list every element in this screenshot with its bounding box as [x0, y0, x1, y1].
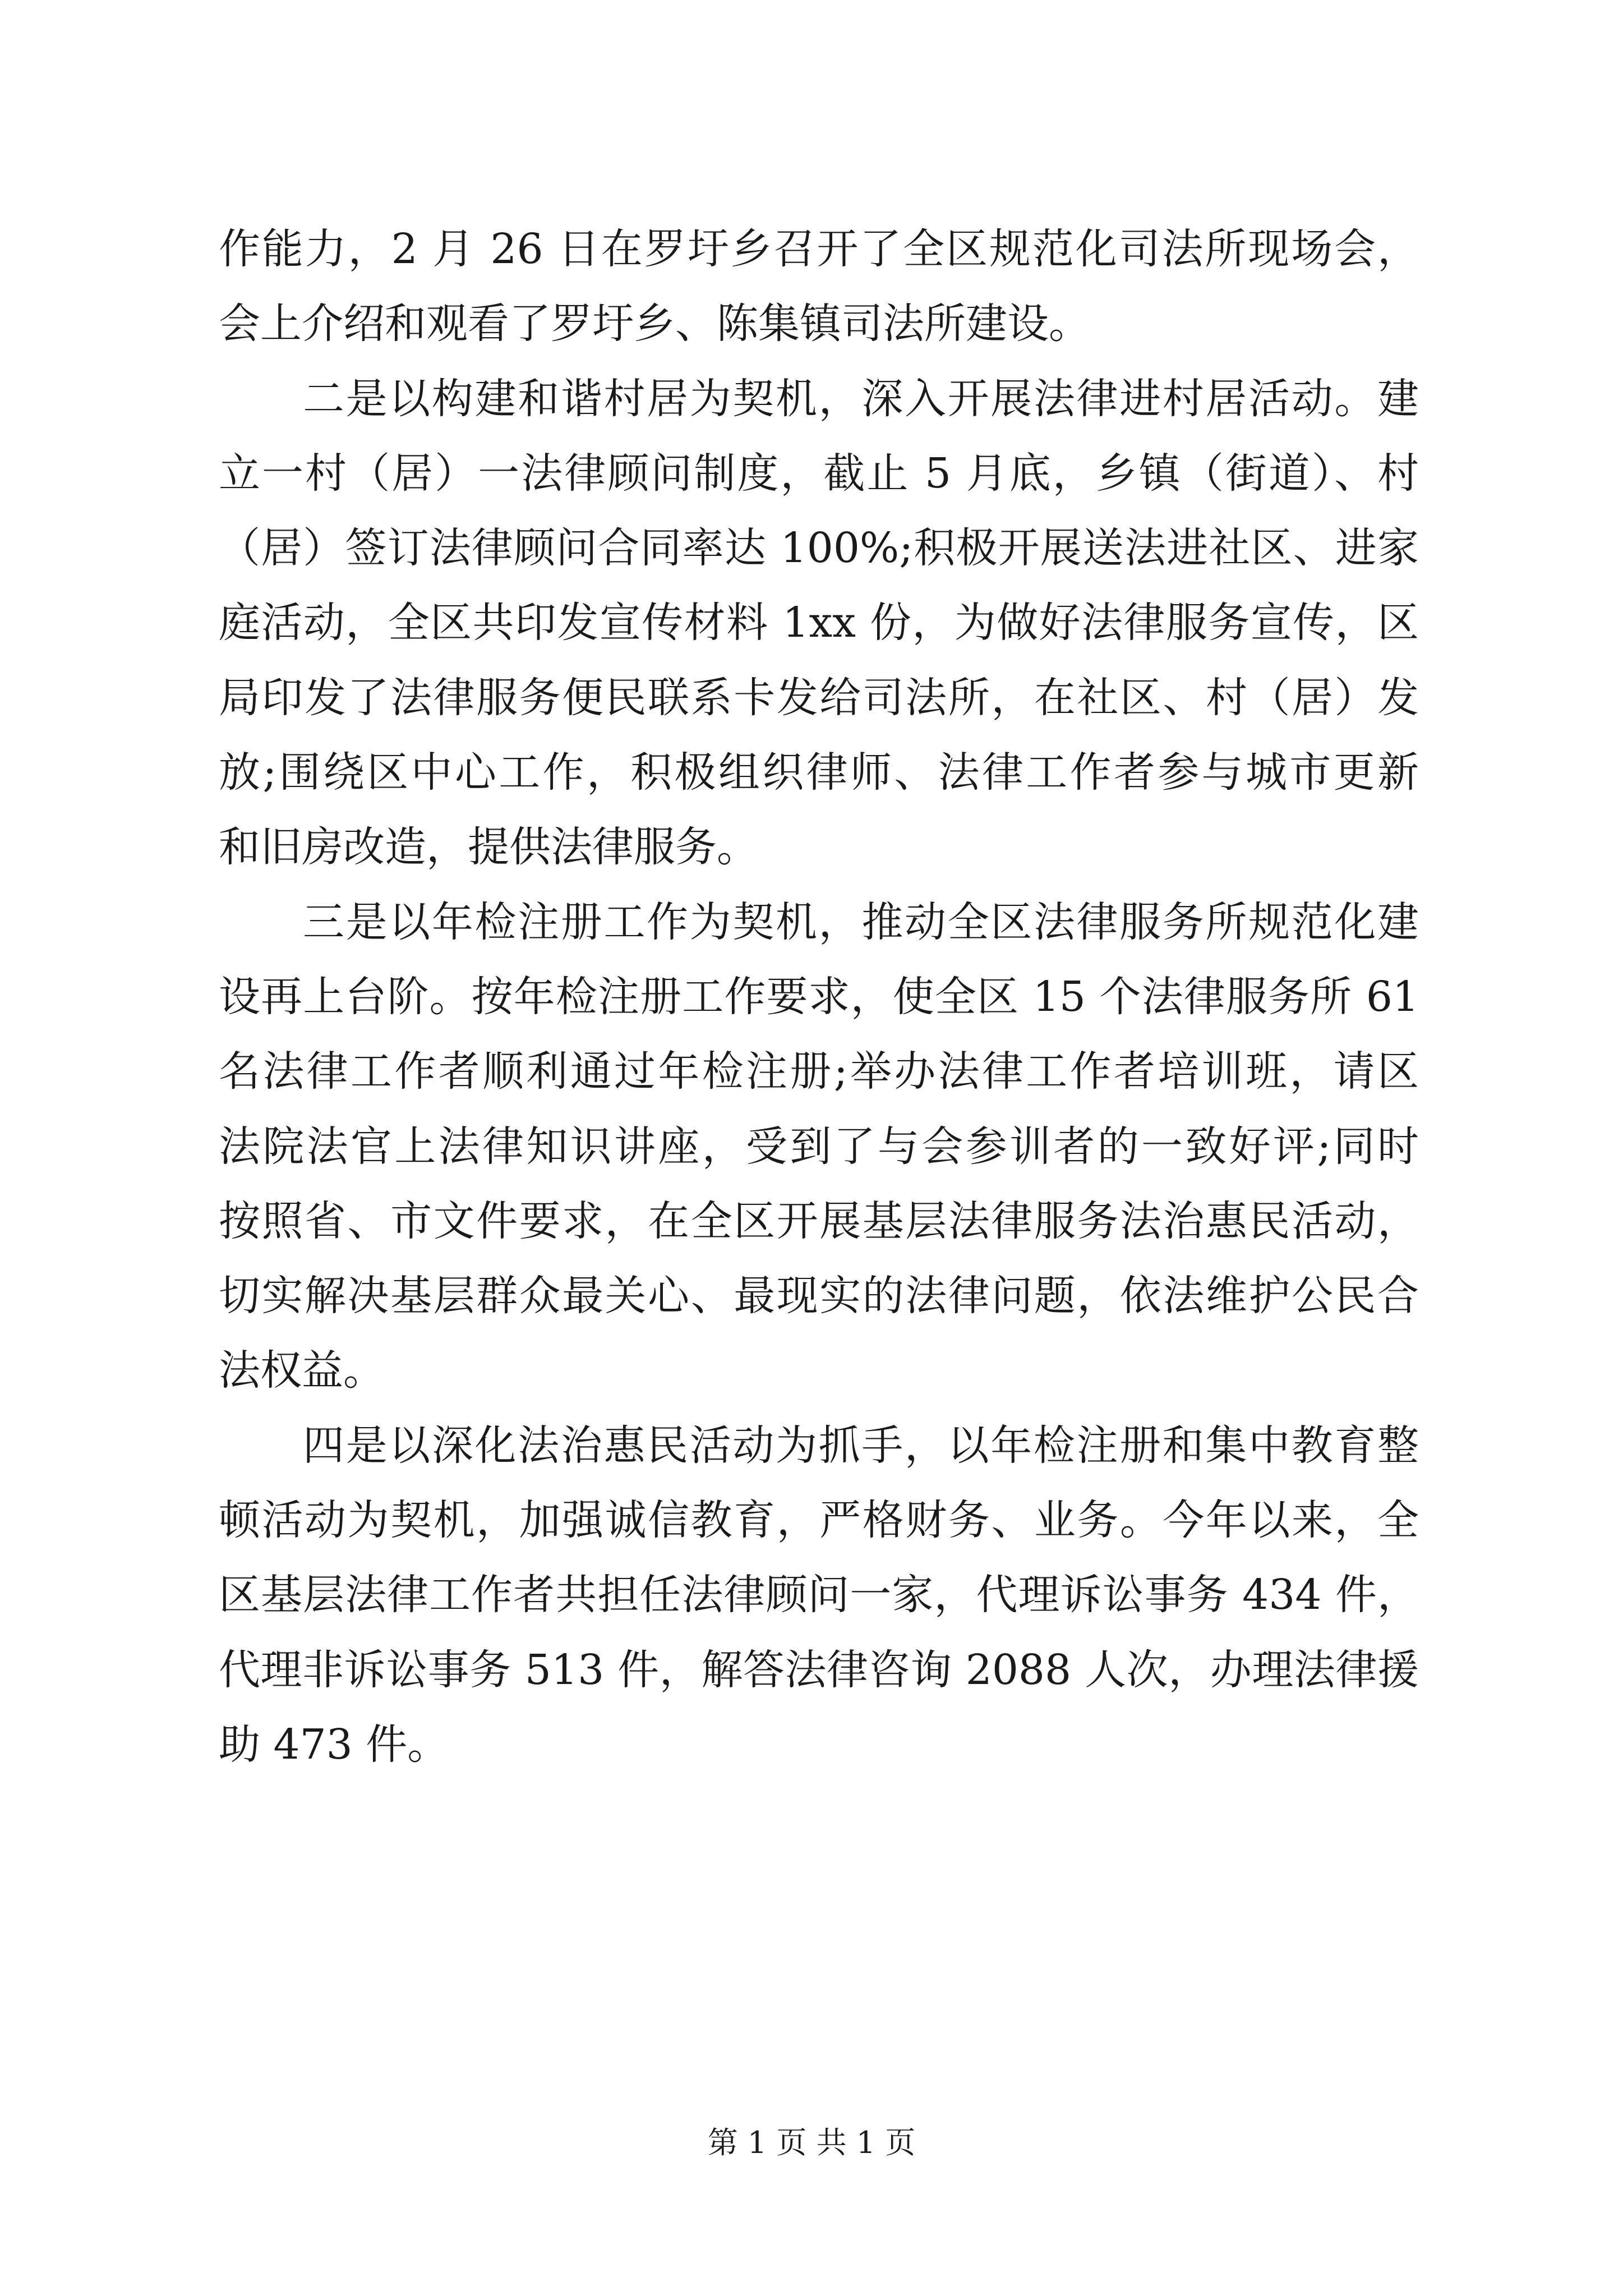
- text-line: 四是以深化法治惠民活动为抓手，以年检注册和集中教育整: [303, 1421, 1419, 1470]
- page-footer: 第 1 页 共 1 页: [707, 2125, 916, 2160]
- text-line: 放;围绕区中心工作，积极组织律师、法律工作者参与城市更新: [219, 748, 1419, 797]
- document-body: [219, 212, 1419, 1782]
- text-line: 三是以年检注册工作为契机，推动全区法律服务所规范化建: [303, 898, 1419, 946]
- text-line: 区基层法律工作者共担任法律顾问一家，代理诉讼事务 434 件，: [219, 1571, 1419, 1619]
- text-line: 局印发了法律服务便民联系卡发给司法所，在社区、村（居）发: [219, 673, 1419, 722]
- text-line: 切实解决基层群众最关心、最现实的法律问题，依法维护公民合: [219, 1272, 1419, 1320]
- text-line: 按照省、市文件要求，在全区开展基层法律服务法治惠民活动，: [219, 1197, 1419, 1245]
- text-line: 作能力，2 月 26 日在罗圩乡召开了全区规范化司法所现场会，: [219, 225, 1419, 273]
- text-line: 名法律工作者顺利通过年检注册;举办法律工作者培训班，请区: [219, 1047, 1419, 1096]
- text-line: 顿活动为契机，加强诚信教育，严格财务、业务。今年以来，全: [219, 1496, 1419, 1545]
- text-line: 法权益。: [219, 1346, 385, 1395]
- text-line: 二是以构建和谐村居为契机，深入开展法律进村居活动。建: [303, 374, 1419, 423]
- text-line: 助 473 件。: [219, 1720, 449, 1769]
- text-line: 会上介绍和观看了罗圩乡、陈集镇司法所建设。: [219, 300, 1090, 348]
- text-line: 代理非诉讼事务 513 件，解答法律咨询 2088 人次，办理法律援: [219, 1645, 1419, 1694]
- text-line: 庭活动，全区共印发宣传材料 1xx 份，为做好法律服务宣传，区: [219, 599, 1419, 647]
- text-line: （居）签订法律顾问合同率达 100%;积极开展送法进社区、进家: [219, 524, 1419, 573]
- text-line: 法院法官上法律知识讲座，受到了与会参训者的一致好评;同时: [219, 1122, 1419, 1171]
- text-line: 设再上台阶。按年检注册工作要求，使全区 15 个法律服务所 61: [219, 972, 1419, 1021]
- text-line: 立一村（居）一法律顾问制度，截止 5 月底，乡镇（街道）、村: [219, 449, 1419, 498]
- text-line: 和旧房改造，提供法律服务。: [219, 823, 758, 872]
